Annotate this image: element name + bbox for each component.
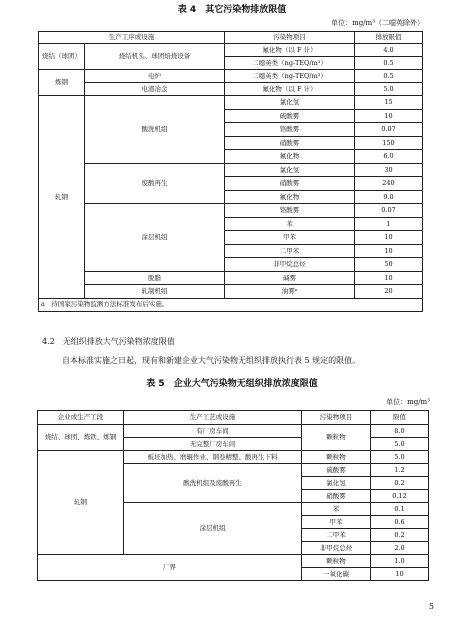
table5-pollutant-cell: 颗粒物: [302, 451, 371, 464]
table4-limit-cell: 0.5: [355, 70, 423, 83]
table4-pollutant-cell: 硝酸雾: [225, 136, 355, 150]
table-row: [39, 285, 423, 299]
table4-limit-cell: 10: [355, 109, 423, 123]
table5-section-cell: 烧结、球团、炼铁、炼钢: [38, 425, 124, 451]
table-row: [39, 83, 423, 96]
table4-facility-cell: 涂层机组: [85, 204, 225, 272]
table5-pollutant-cell: 颗粒物: [302, 425, 371, 451]
page-number: 5: [428, 602, 434, 611]
table5-unit: 单位：mg/m³: [386, 398, 430, 406]
table4-facility-cell: 轧制机组: [85, 285, 225, 299]
table4-pollutant-cell: 二噁英类（ng-TEQ/m³）: [225, 57, 355, 70]
table4-note-row: [39, 298, 423, 311]
table5-header-pollutant: 污染物项目: [302, 411, 371, 425]
table4-process-cell: 轧钢: [39, 96, 85, 299]
section-heading: 4.2 无组织排放大气污染物浓度限值: [42, 337, 175, 346]
table5-pollutant-cell: 颗粒物: [302, 555, 371, 568]
table4-limit-cell: 6.0: [355, 150, 423, 164]
table4-pollutant-cell: 氟化物（以 F 计）: [225, 83, 355, 96]
table5-header-section: 企业或生产工段: [38, 411, 124, 425]
table4-pollutant-cell: 硝酸雾: [225, 177, 355, 191]
table5-limit-cell: 0.1: [371, 503, 429, 516]
table-row: [39, 96, 423, 110]
table4-facility-cell: 脱脂: [85, 271, 225, 285]
table4-facility-cell: 电渣冶金: [85, 83, 225, 96]
table4-header-limit: 排放限值: [355, 32, 423, 44]
table4-limit-cell: 10: [355, 231, 423, 245]
table5-process-cell: 无完整厂房车间: [124, 438, 302, 451]
table4-pollutant-cell: 氟化物: [225, 190, 355, 204]
table4-facility-cell: 电炉: [85, 70, 225, 83]
table5-limit-cell: 2.0: [371, 542, 429, 555]
table5-limit-cell: 0.6: [371, 516, 429, 529]
table4-limit-cell: 5.0: [355, 83, 423, 96]
table4-limit-cell: 10: [355, 244, 423, 258]
table4-limit-cell: 30: [355, 163, 423, 177]
table4-header-pollutant: 污染物项目: [225, 32, 355, 44]
table5-pollutant-cell: 甲苯: [302, 516, 371, 529]
table5-header-row: [38, 411, 429, 425]
table4-limit-cell: 1: [355, 217, 423, 231]
table4-footnote: a 待国家污染物监测方法标准发布后实施。: [39, 298, 423, 311]
table5-title: 表 5 企业大气污染物无组织排放浓度限值: [146, 379, 318, 389]
table5-pollutant-cell: 二甲苯: [302, 529, 371, 542]
table4-pollutant-cell: 苯: [225, 217, 355, 231]
table5-process-cell: 有厂房车间: [124, 425, 302, 438]
table4-process-cell: 炼钢: [39, 70, 85, 96]
table4-limit-cell: 0.5: [355, 57, 423, 70]
table-row: [39, 44, 423, 57]
table5-limit-cell: 0.2: [371, 477, 429, 490]
table5-header-limit: 限值: [371, 411, 429, 425]
table4-pollutant-cell: 氯化氢: [225, 163, 355, 177]
table4-limit-cell: 0.07: [355, 204, 423, 218]
table4-limit-cell: 150: [355, 136, 423, 150]
table-row: [38, 425, 429, 438]
table5-pollutant-cell: 氯化氢: [302, 477, 371, 490]
table5-header-process: 生产工艺或设施: [124, 411, 302, 425]
table5: [37, 410, 429, 581]
table4-pollutant-cell: 氯化氢: [225, 96, 355, 110]
table4-limit-cell: 4.0: [355, 44, 423, 57]
table-row: [39, 70, 423, 83]
table5-process-cell: 酸洗机组及废酸再生: [124, 464, 302, 503]
table4-limit-cell: 50: [355, 258, 423, 272]
table4-limit-cell: 240: [355, 177, 423, 191]
table-row: [39, 271, 423, 285]
table4-limit-cell: 0.07: [355, 123, 423, 137]
table4-pollutant-cell: 甲苯: [225, 231, 355, 245]
table5-limit-cell: 8.0: [371, 425, 429, 438]
table4-header-row: [39, 32, 423, 44]
table4-pollutant-cell: 铬酸雾: [225, 204, 355, 218]
table4-facility-cell: 烧结机头、球团焙烧设备: [85, 44, 225, 70]
table5-limit-cell: 1.0: [371, 555, 429, 568]
table5-pollutant-cell: 硝酸雾: [302, 490, 371, 503]
table4-pollutant-cell: 氟化物（以 F 计）: [225, 44, 355, 57]
table4-pollutant-cell: 油雾ᵃ: [225, 285, 355, 299]
table4-header-process: 生产工序或设施: [39, 32, 225, 44]
table4-title: 表 4 其它污染物排放限值: [177, 5, 287, 15]
section-paragraph: 自本标准实施之日起，现有和新建企业大气污染物无组织排放执行表 5 规定的限值。: [62, 356, 361, 365]
table5-limit-cell: 10: [371, 568, 429, 581]
table5-limit-cell: 0.2: [371, 529, 429, 542]
table4-pollutant-cell: 二甲苯: [225, 244, 355, 258]
table5-limit-cell: 0.12: [371, 490, 429, 503]
table-row: [38, 555, 429, 568]
table4-pollutant-cell: 硫酸雾: [225, 109, 355, 123]
table5-section-cell: 厂界: [38, 555, 302, 581]
table4-limit-cell: 15: [355, 96, 423, 110]
table5-pollutant-cell: 苯: [302, 503, 371, 516]
table4: [38, 31, 423, 312]
table5-pollutant-cell: 硫酸雾: [302, 464, 371, 477]
table5-pollutant-cell: 一氧化碳: [302, 568, 371, 581]
table5-pollutant-cell: 非甲烷总烃: [302, 542, 371, 555]
table4-pollutant-cell: 铬酸雾: [225, 123, 355, 137]
table4-facility-cell: 废酸再生: [85, 163, 225, 204]
table4-limit-cell: 9.0: [355, 190, 423, 204]
table4-facility-cell: 酸洗机组: [85, 96, 225, 164]
table-row: [38, 451, 429, 464]
table5-limit-cell: 5.0: [371, 438, 429, 451]
table5-limit-cell: 1.2: [371, 464, 429, 477]
table4-pollutant-cell: 氟化物: [225, 150, 355, 164]
table4-process-cell: 烧结（球团）: [39, 44, 85, 70]
table-row: [39, 163, 423, 177]
table4-unit: 单位：mg/m³（二噁英除外）: [331, 19, 424, 27]
table5-process-cell: 涂层机组: [124, 503, 302, 555]
table4-limit-cell: 10: [355, 271, 423, 285]
table5-section-cell: 轧钢: [38, 451, 124, 555]
table5-limit-cell: 5.0: [371, 451, 429, 464]
table4-pollutant-cell: 碱雾: [225, 271, 355, 285]
table4-pollutant-cell: 非甲烷总烃: [225, 258, 355, 272]
table4-pollutant-cell: 二噁英类（ng-TEQ/m³）: [225, 70, 355, 83]
table4-limit-cell: 20: [355, 285, 423, 299]
table5-process-cell: 板坯加热、磨辊作业、钢卷精整、酸再生下料: [124, 451, 302, 464]
table-row: [39, 204, 423, 218]
